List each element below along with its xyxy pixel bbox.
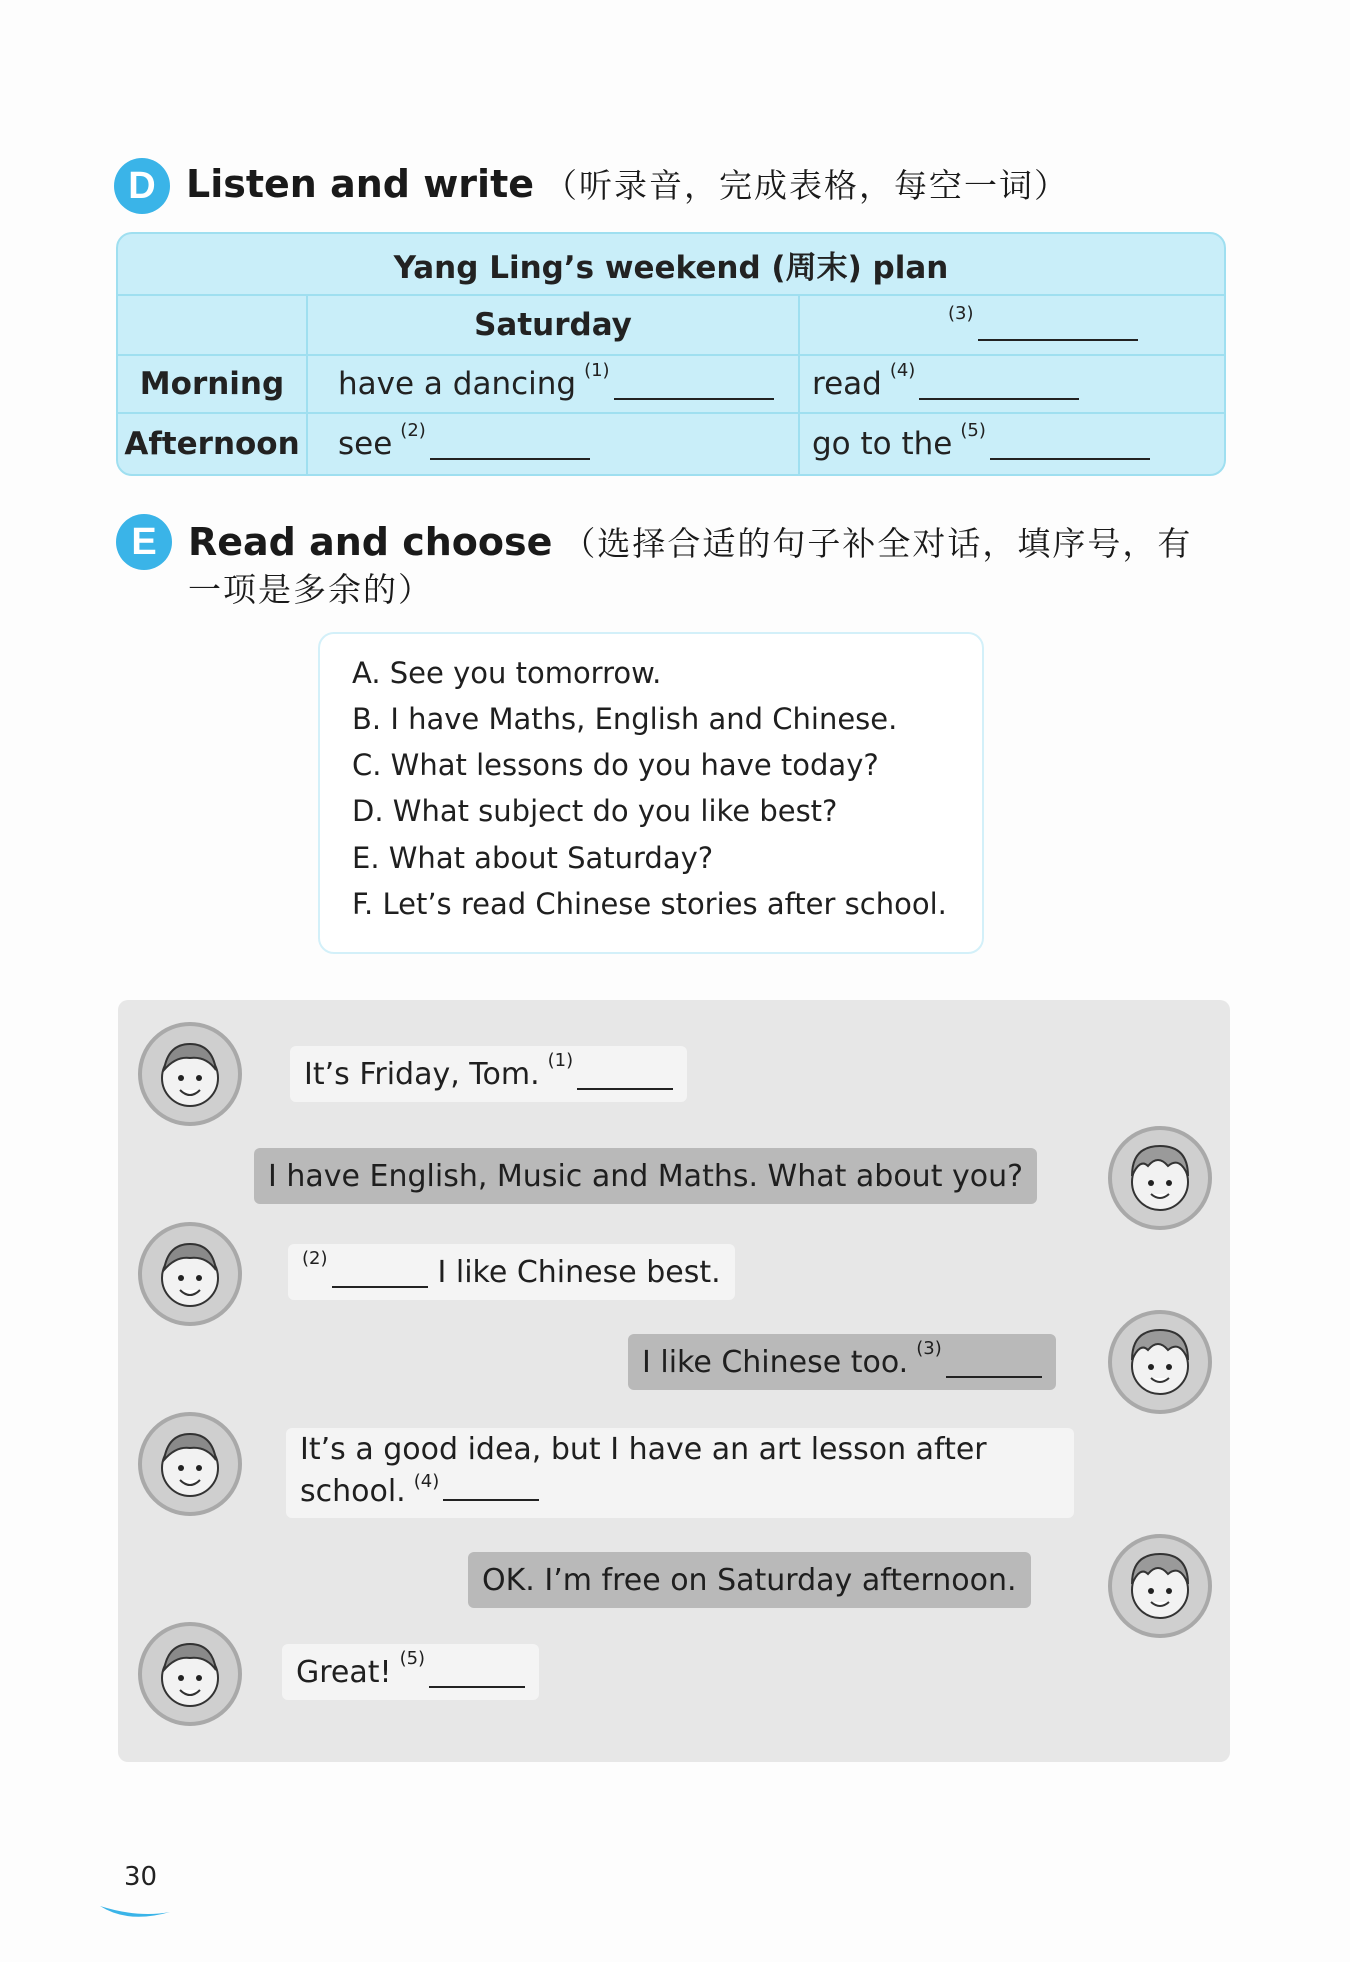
blank-number: (4) [413,1471,440,1492]
blank-number: (1) [547,1049,574,1071]
blank-number: (4) [889,359,916,381]
option-c: C. What lessons do you have today? [352,748,879,782]
blank-number: (1) [584,359,610,381]
line-text: It’s Friday, Tom. [304,1056,540,1092]
avatar-tom-right [1108,1310,1212,1414]
line-7-bubble[interactable] [282,1644,539,1700]
line-2-bubble: I have English, Music and Maths. What about you? [254,1148,1037,1204]
option-f: F. Let’s read Chinese stories after school. [352,887,947,921]
cell-text: read [812,366,882,402]
header-saturday: Saturday [474,307,632,343]
line-4-bubble[interactable] [628,1334,1056,1390]
section-d-badge: D [114,158,170,214]
morning-day-2-cell[interactable] [812,356,1079,412]
avatar-tom-right [1108,1126,1212,1230]
boy-face-icon [148,1232,232,1316]
blank-number: (3) [916,1337,942,1359]
option-e: E. What about Saturday? [352,841,714,875]
section-e-title-text: Read and choose [188,520,553,564]
section-d-title-text: Listen and write [186,162,535,206]
cell-text: go to the [812,426,953,462]
page-swoosh-icon [98,1902,172,1924]
boy-face-icon [1118,1544,1202,1628]
avatar-boy-left [138,1412,242,1516]
cell-text: have a dancing [338,366,577,402]
boy-face-icon [1118,1320,1202,1404]
line-text: I like Chinese too. [642,1344,909,1380]
blank-number: (2) [302,1247,328,1269]
page-number: 30 [124,1862,158,1892]
line-text: Great! [296,1654,392,1690]
section-e-title [188,518,1192,565]
line-3-bubble[interactable] [288,1244,735,1300]
option-b: B. I have Maths, English and Chinese. [352,702,898,736]
boy-face-icon [1118,1136,1202,1220]
boy-face-icon [148,1032,232,1116]
boy-face-icon [148,1422,232,1506]
morning-saturday-cell[interactable] [338,356,774,412]
avatar-boy-left [138,1022,242,1126]
option-d: D. What subject do you like best? [352,794,838,828]
line-1-bubble[interactable] [290,1046,687,1102]
line-text: It’s a good idea, but I have an art lesson after [300,1432,987,1467]
avatar-boy-left [138,1222,242,1326]
avatar-tom-right [1108,1534,1212,1638]
line-text: school. [300,1474,406,1509]
afternoon-saturday-cell[interactable] [338,414,590,474]
header-day-2-blank[interactable] [800,296,1224,354]
row-afternoon-label: Afternoon [124,426,300,462]
blank-number: (3) [948,302,974,324]
section-e-instruction-line2: 一项是多余的） [188,570,433,609]
cell-text: see [338,426,393,462]
blank-number: (5) [960,419,986,441]
row-morning-label: Morning [139,366,285,402]
section-d-title [186,160,1069,207]
section-d-instruction: （听录音，完成表格，每空一词） [544,166,1070,205]
blank-number: (2) [400,419,426,441]
option-a: A. See you tomorrow. [352,656,662,690]
section-e-instruction-line1: （选择合适的句子补全对话，填序号，有 [562,524,1193,563]
line-6-bubble: OK. I’m free on Saturday afternoon. [468,1552,1031,1608]
table-caption: Yang Ling’s weekend (周末) plan [393,249,949,286]
weekend-plan-table [116,232,1226,476]
line-5-bubble[interactable] [286,1428,1074,1518]
section-e-badge: E [116,514,172,570]
avatar-boy-left [138,1622,242,1726]
afternoon-day-2-cell[interactable] [812,414,1150,474]
line-text: I like Chinese best. [437,1254,721,1290]
blank-number: (5) [399,1647,426,1669]
options-box [318,632,984,954]
boy-face-icon [148,1632,232,1716]
